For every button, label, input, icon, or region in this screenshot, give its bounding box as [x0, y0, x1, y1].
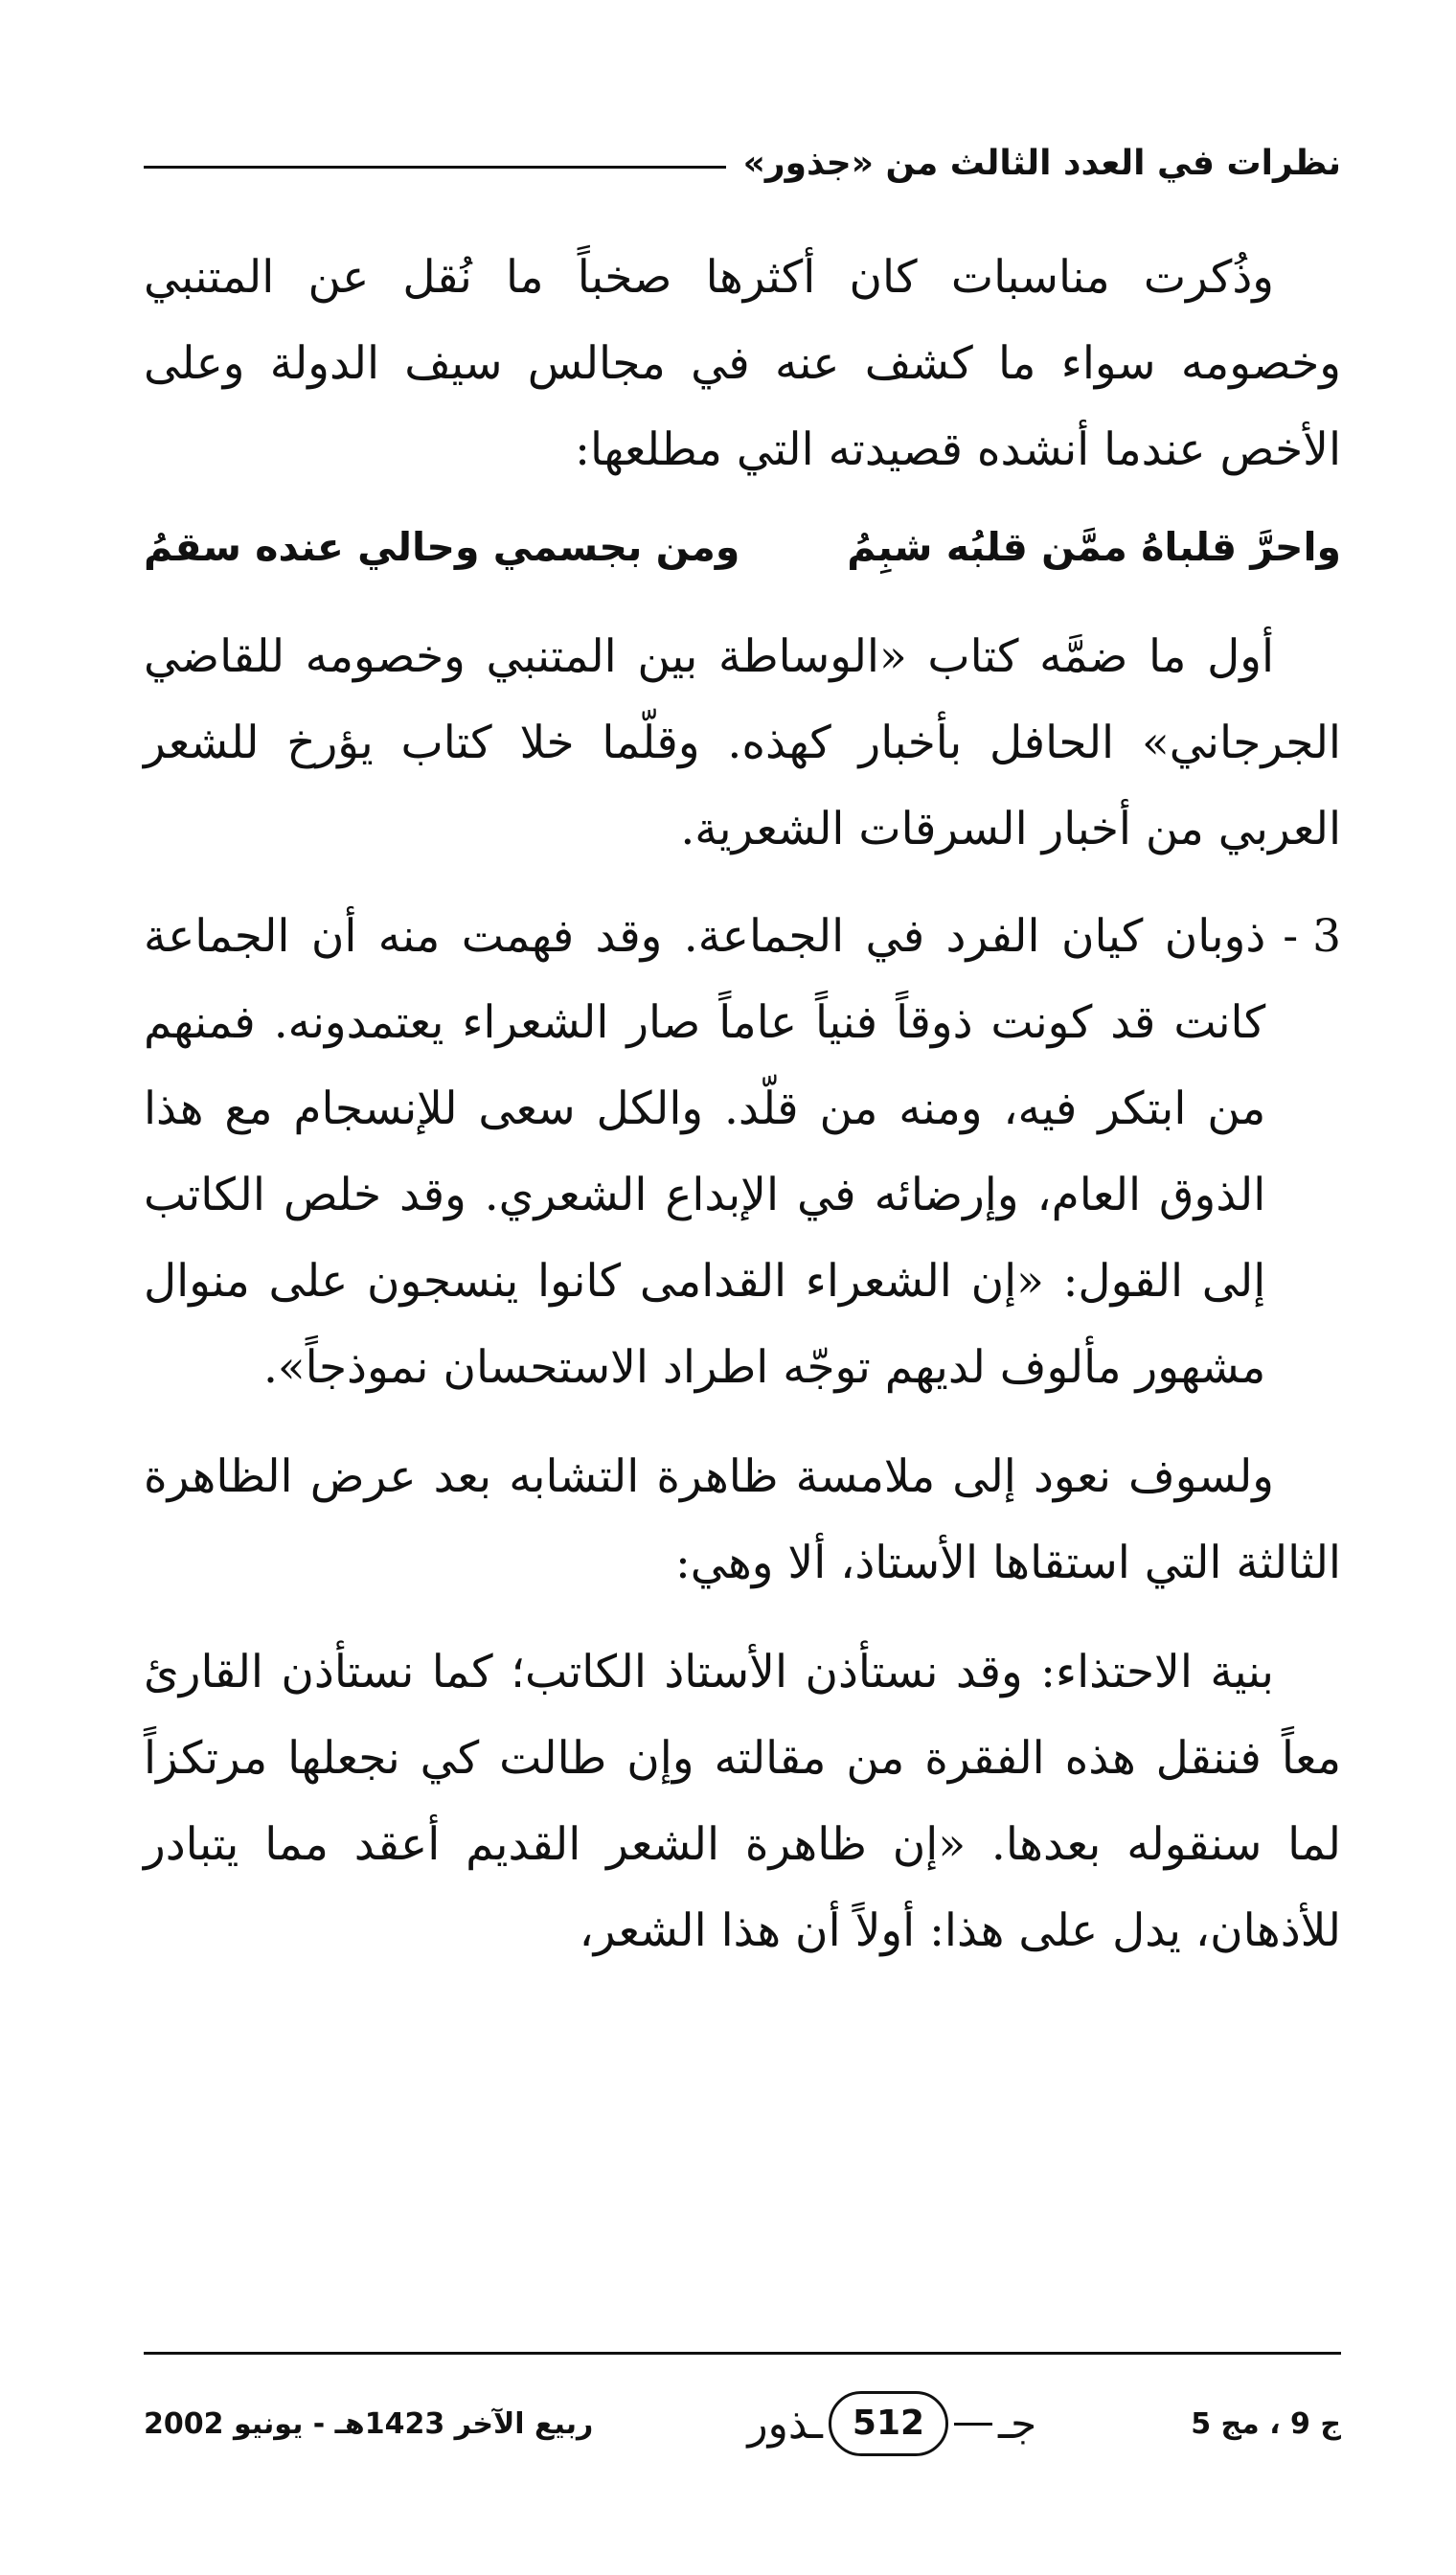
journal-logo — [747, 2391, 1036, 2456]
paragraph-5: بنية الاحتذاء: وقد نستأذن الأستاذ الكاتب؛ كما نستأذن القارئ معاً فننقل هذه الفقرة من مقالته وإن طالت كي نجعلها مرتكزاً لما سنقوله بعدها. «إن ظاهرة الشعر القديم أعقد مما يتبادر للأذهان، يدل على هذا: أولاً أن هذا الشعر، — [144, 1646, 1341, 1957]
issue-date: ربيع الآخر 1423هـ - يونيو 2002 — [144, 2406, 594, 2441]
running-head — [144, 134, 1341, 192]
footer-rule — [144, 2352, 1341, 2355]
issue-info: ج 9 ، مج 5 — [1191, 2406, 1341, 2441]
journal-name-end: ـذور — [747, 2399, 823, 2449]
journal-dash — [954, 2423, 992, 2426]
running-head-rule — [144, 166, 726, 169]
body-text — [144, 235, 1341, 1974]
verse-first-hemistich: واحرَّ قلباهُ ممَّن قلبُه شبِمُ — [847, 524, 1341, 570]
page-number: 512 — [829, 2391, 948, 2456]
poem-verse — [144, 499, 1341, 595]
running-head-title: نظرات في العدد الثالث من «جذور» — [742, 143, 1341, 183]
paragraph-1: وذُكرت مناسبات كان أكثرها صخباً ما نُقل عن المتنبي وخصومه سواء ما كشف عنه في مجالس سيف الدولة وعلى الأخص عندما أنشده قصيدته التي مطلعها: — [144, 251, 1341, 476]
paragraph-3: ذوبان كيان الفرد في الجماعة. وقد فهمت منه أن الجماعة كانت قد كونت ذوقاً فنياً عاماً صار الشعراء يعتمدونه. فمنهم من ابتكر فيه، ومنه من قلّد. والكل سعى للإنسجام مع هذا الذوق العام، وإرضائه في الإبداع الشعري. وقد خلص الكاتب إلى القول: «إن الشعراء القدامى كانوا ينسجون على منوال مشهور مألوف لديهم توجّه اطراد الاستحسان نموذجاً». — [144, 910, 1266, 1394]
page-footer — [144, 2385, 1341, 2462]
journal-name-start: جـ — [998, 2399, 1037, 2449]
paragraph-4: ولسوف نعود إلى ملامسة ظاهرة التشابه بعد عرض الظاهرة الثالثة التي استقاها الأستاذ، ألا وهي: — [144, 1450, 1341, 1589]
point-number: 3 - — [1283, 910, 1341, 963]
numbered-point-3 — [144, 894, 1341, 1411]
book-page — [144, 115, 1341, 2510]
paragraph-2: أول ما ضمَّه كتاب «الوساطة بين المتنبي وخصومه للقاضي الجرجاني» الحافل بأخبار كهذه. وقلّما خلا كتاب يؤرخ للشعر العربي من أخبار السرقات الشعرية. — [144, 630, 1341, 855]
verse-second-hemistich: ومن بجسمي وحالي عنده سقمُ — [144, 524, 740, 570]
